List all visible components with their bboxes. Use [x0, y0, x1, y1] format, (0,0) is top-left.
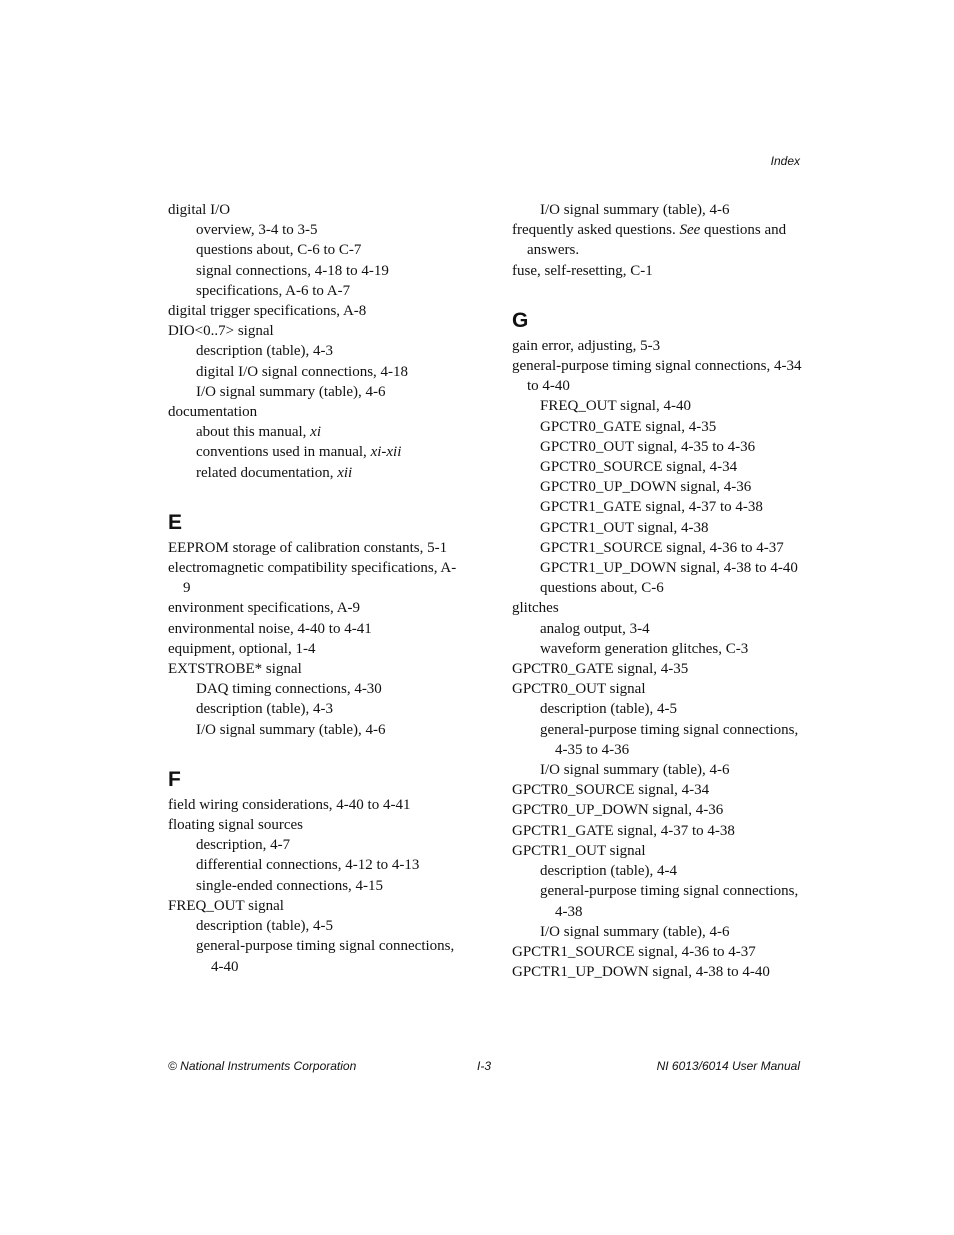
index-entry: GPCTR0_UP_DOWN signal, 4-36 — [512, 802, 724, 819]
index-entry: electromagnetic compatibility specifications, A-9 — [168, 560, 457, 597]
index-subentry: general-purpose timing signal connections, 4-35 to 4-36 — [540, 721, 799, 758]
index-subentry: related documentation, xii — [196, 464, 353, 481]
index-subentry: GPCTR1_GATE signal, 4-37 to 4-38 — [540, 499, 763, 516]
index-entry: digital I/O — [168, 202, 231, 218]
index-subentry: description (table), 4-5 — [540, 701, 678, 718]
index-subentry: analog output, 3-4 — [540, 620, 650, 637]
index-subentry: signal connections, 4-18 to 4-19 — [196, 262, 389, 279]
index-entry: glitches — [512, 600, 559, 617]
italic-reference: xi-xii — [370, 444, 402, 461]
index-entry: GPCTR0_OUT signal — [512, 681, 646, 698]
index-subentry: description (table), 4-3 — [196, 343, 334, 360]
index-subentry: GPCTR0_UP_DOWN signal, 4-36 — [540, 479, 752, 496]
index-entry: gain error, adjusting, 5-3 — [512, 337, 661, 354]
index-subentry: about this manual, xi — [196, 424, 321, 441]
index-subentry: conventions used in manual, xi-xii — [196, 444, 402, 461]
index-entry: documentation — [168, 404, 258, 421]
italic-reference: See — [679, 222, 701, 239]
index-entry: floating signal sources — [168, 817, 303, 834]
index-subentry: DAQ timing connections, 4-30 — [196, 681, 382, 698]
index-subentry: single-ended connections, 4-15 — [196, 877, 384, 894]
index-entry: EXTSTROBE* signal — [168, 661, 302, 678]
index-entry: GPCTR1_SOURCE signal, 4-36 to 4-37 — [512, 943, 756, 960]
index-entry: field wiring considerations, 4-40 to 4-41 — [168, 796, 411, 813]
index-entry: GPCTR1_OUT signal — [512, 842, 646, 859]
index-subentry: description (table), 4-3 — [196, 701, 334, 718]
index-column-right — [512, 200, 802, 982]
index-subentry: questions about, C-6 — [540, 580, 664, 597]
footer-copyright: © National Instruments Corporation — [168, 1059, 357, 1073]
index-subentry: specifications, A-6 to A-7 — [196, 282, 351, 299]
index-subentry: description (table), 4-4 — [540, 863, 678, 880]
index-entry: GPCTR0_SOURCE signal, 4-34 — [512, 782, 710, 799]
footer-manual-title: NI 6013/6014 User Manual — [656, 1059, 800, 1073]
index-subentry: I/O signal summary (table), 4-6 — [196, 383, 386, 400]
index-entry: digital trigger specifications, A-8 — [168, 303, 367, 320]
index-subentry: general-purpose timing signal connections, 4-40 — [196, 938, 455, 975]
index-subentry: GPCTR1_UP_DOWN signal, 4-38 to 4-40 — [540, 560, 798, 577]
index-subentry: waveform generation glitches, C-3 — [540, 640, 749, 657]
index-subentry: GPCTR0_SOURCE signal, 4-34 — [540, 459, 738, 476]
index-subentry: GPCTR1_OUT signal, 4-38 — [540, 519, 709, 536]
index-entry: DIO<0..7> signal — [168, 323, 274, 340]
footer-page-number: I-3 — [477, 1059, 492, 1073]
index-entry: general-purpose timing signal connections, 4-34 to 4-40 — [512, 358, 802, 395]
index-subentry: description, 4-7 — [196, 837, 291, 854]
index-subentry: general-purpose timing signal connections, 4-38 — [540, 883, 799, 920]
index-subentry: GPCTR0_OUT signal, 4-35 to 4-36 — [540, 438, 756, 455]
index-entry: GPCTR1_GATE signal, 4-37 to 4-38 — [512, 822, 735, 839]
index-subentry: GPCTR1_SOURCE signal, 4-36 to 4-37 — [540, 539, 784, 556]
index-letter-heading: E — [168, 510, 183, 534]
index-subentry: FREQ_OUT signal, 4-40 — [540, 398, 691, 415]
index-subentry: description (table), 4-5 — [196, 918, 334, 935]
index-subentry: differential connections, 4-12 to 4-13 — [196, 857, 420, 874]
italic-reference: xi — [310, 424, 321, 441]
index-subentry: questions about, C-6 to C-7 — [196, 242, 362, 259]
index-subentry: I/O signal summary (table), 4-6 — [540, 202, 730, 218]
index-entry: fuse, self-resetting, C-1 — [512, 262, 653, 279]
index-column-left — [168, 200, 458, 977]
index-entry: frequently asked questions. See questions and answers. — [512, 222, 787, 259]
index-subentry: GPCTR0_GATE signal, 4-35 — [540, 418, 717, 435]
index-entry: equipment, optional, 1-4 — [168, 640, 316, 657]
index-subentry: I/O signal summary (table), 4-6 — [540, 762, 730, 779]
index-entry: environmental noise, 4-40 to 4-41 — [168, 620, 372, 637]
index-letter-heading: G — [512, 308, 529, 332]
italic-reference: xii — [337, 464, 353, 481]
index-entry: GPCTR1_UP_DOWN signal, 4-38 to 4-40 — [512, 964, 770, 981]
index-subentry: digital I/O signal connections, 4-18 — [196, 363, 409, 380]
index-entry: environment specifications, A-9 — [168, 600, 361, 617]
index-entry: FREQ_OUT signal — [168, 897, 284, 914]
index-entry: EEPROM storage of calibration constants, 5-1 — [168, 539, 448, 556]
index-entry: GPCTR0_GATE signal, 4-35 — [512, 661, 689, 678]
index-subentry: I/O signal summary (table), 4-6 — [540, 923, 730, 940]
index-subentry: I/O signal summary (table), 4-6 — [196, 721, 386, 738]
index-subentry: overview, 3-4 to 3-5 — [196, 222, 318, 239]
index-letter-heading: F — [168, 767, 181, 791]
running-header: Index — [770, 154, 800, 168]
